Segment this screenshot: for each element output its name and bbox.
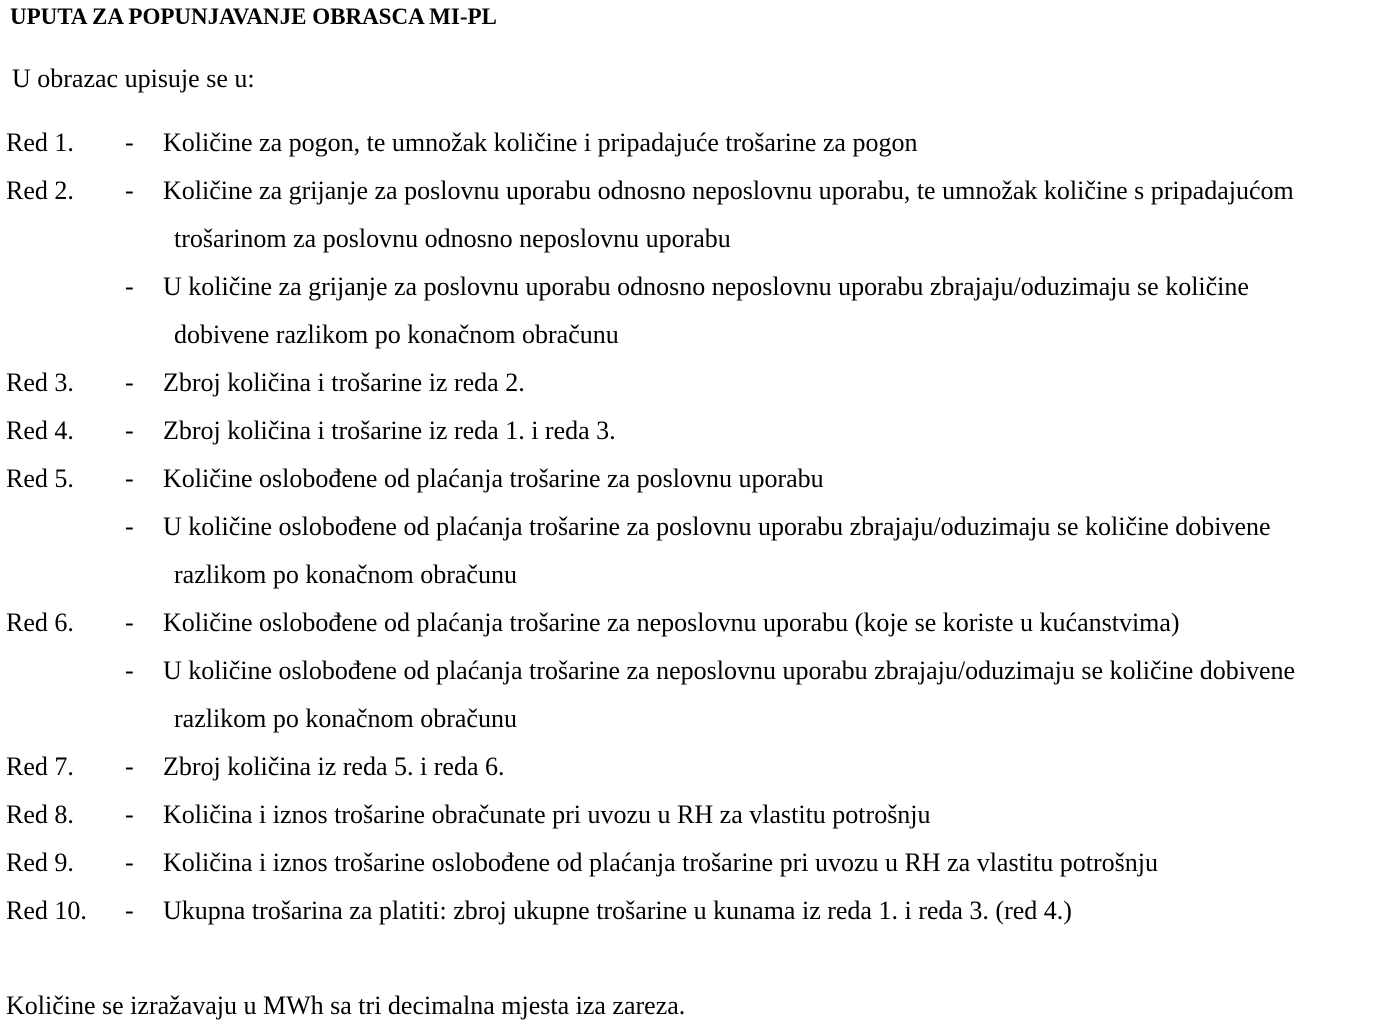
instruction-row xyxy=(0,656,1376,704)
instruction-row xyxy=(0,752,1376,800)
row-text: Količine oslobođene od plaćanja trošarine za neposlovnu uporabu (koje se koriste u kućanstvima) xyxy=(163,608,1180,637)
row-dash: - xyxy=(125,416,134,445)
row-text: Količine za pogon, te umnožak količine i pripadajuće trošarine za pogon xyxy=(163,128,918,157)
instruction-row xyxy=(0,464,1376,512)
row-text: U količine za grijanje za poslovnu uporabu odnosno neposlovnu uporabu zbrajaju/oduzimaju se količine xyxy=(163,272,1249,301)
footer-note: Količine se izražavaju u MWh sa tri decimalna mjesta iza zareza. xyxy=(6,991,686,1020)
row-dash: - xyxy=(125,896,134,925)
row-label: Red 4. xyxy=(6,416,74,445)
row-text: U količine oslobođene od plaćanja trošarine za neposlovnu uporabu zbrajaju/oduzimaju se količine dobivene xyxy=(163,656,1296,685)
row-label: Red 6. xyxy=(6,608,74,637)
row-dash: - xyxy=(125,368,134,397)
instruction-row xyxy=(0,608,1376,656)
row-dash: - xyxy=(125,512,134,541)
row-text: razlikom po konačnom obračunu xyxy=(174,704,517,733)
row-label: Red 2. xyxy=(6,176,74,205)
row-label: Red 7. xyxy=(6,752,74,781)
row-text: Količina i iznos trošarine oslobođene od plaćanja trošarine pri uvozu u RH za vlastitu potrošnju xyxy=(163,848,1158,877)
instruction-row xyxy=(0,368,1376,416)
row-dash: - xyxy=(125,272,134,301)
row-label: Red 5. xyxy=(6,464,74,493)
row-dash: - xyxy=(125,128,134,157)
instruction-row xyxy=(0,320,1376,368)
row-dash: - xyxy=(125,176,134,205)
instruction-row xyxy=(0,896,1376,944)
row-text: dobivene razlikom po konačnom obračunu xyxy=(174,320,619,349)
instruction-row xyxy=(0,512,1376,560)
row-dash: - xyxy=(125,800,134,829)
instruction-row xyxy=(0,224,1376,272)
instruction-row xyxy=(0,272,1376,320)
instruction-row xyxy=(0,416,1376,464)
instruction-row xyxy=(0,848,1376,896)
row-label: Red 8. xyxy=(6,800,74,829)
row-dash: - xyxy=(125,464,134,493)
document-title: UPUTA ZA POPUNJAVANJE OBRASCA MI-PL xyxy=(10,4,497,29)
instruction-row xyxy=(0,176,1376,224)
row-text: Količine oslobođene od plaćanja trošarine za poslovnu uporabu xyxy=(163,464,824,493)
row-text: U količine oslobođene od plaćanja trošarine za poslovnu uporabu zbrajaju/oduzimaju se količine dobivene xyxy=(163,512,1271,541)
row-dash: - xyxy=(125,656,134,685)
row-text: Zbroj količina iz reda 5. i reda 6. xyxy=(163,752,505,781)
row-label: Red 10. xyxy=(6,896,87,925)
instruction-row xyxy=(0,128,1376,176)
row-text: Ukupna trošarina za platiti: zbroj ukupne trošarine u kunama iz reda 1. i reda 3. (red 4.) xyxy=(163,896,1072,925)
row-dash: - xyxy=(125,752,134,781)
row-text: razlikom po konačnom obračunu xyxy=(174,560,517,589)
row-dash: - xyxy=(125,848,134,877)
row-label: Red 9. xyxy=(6,848,74,877)
row-dash: - xyxy=(125,608,134,637)
row-text: trošarinom za poslovnu odnosno neposlovnu uporabu xyxy=(174,224,731,253)
row-text: Količine za grijanje za poslovnu uporabu odnosno neposlovnu uporabu, te umnožak količine s pripadajućom xyxy=(163,176,1294,205)
row-text: Količina i iznos trošarine obračunate pri uvozu u RH za vlastitu potrošnju xyxy=(163,800,931,829)
row-label: Red 3. xyxy=(6,368,74,397)
instruction-row xyxy=(0,800,1376,848)
intro-text: U obrazac upisuje se u: xyxy=(12,64,255,93)
instruction-row xyxy=(0,560,1376,608)
row-text: Zbroj količina i trošarine iz reda 1. i reda 3. xyxy=(163,416,616,445)
row-label: Red 1. xyxy=(6,128,74,157)
row-text: Zbroj količina i trošarine iz reda 2. xyxy=(163,368,525,397)
instruction-row xyxy=(0,704,1376,752)
